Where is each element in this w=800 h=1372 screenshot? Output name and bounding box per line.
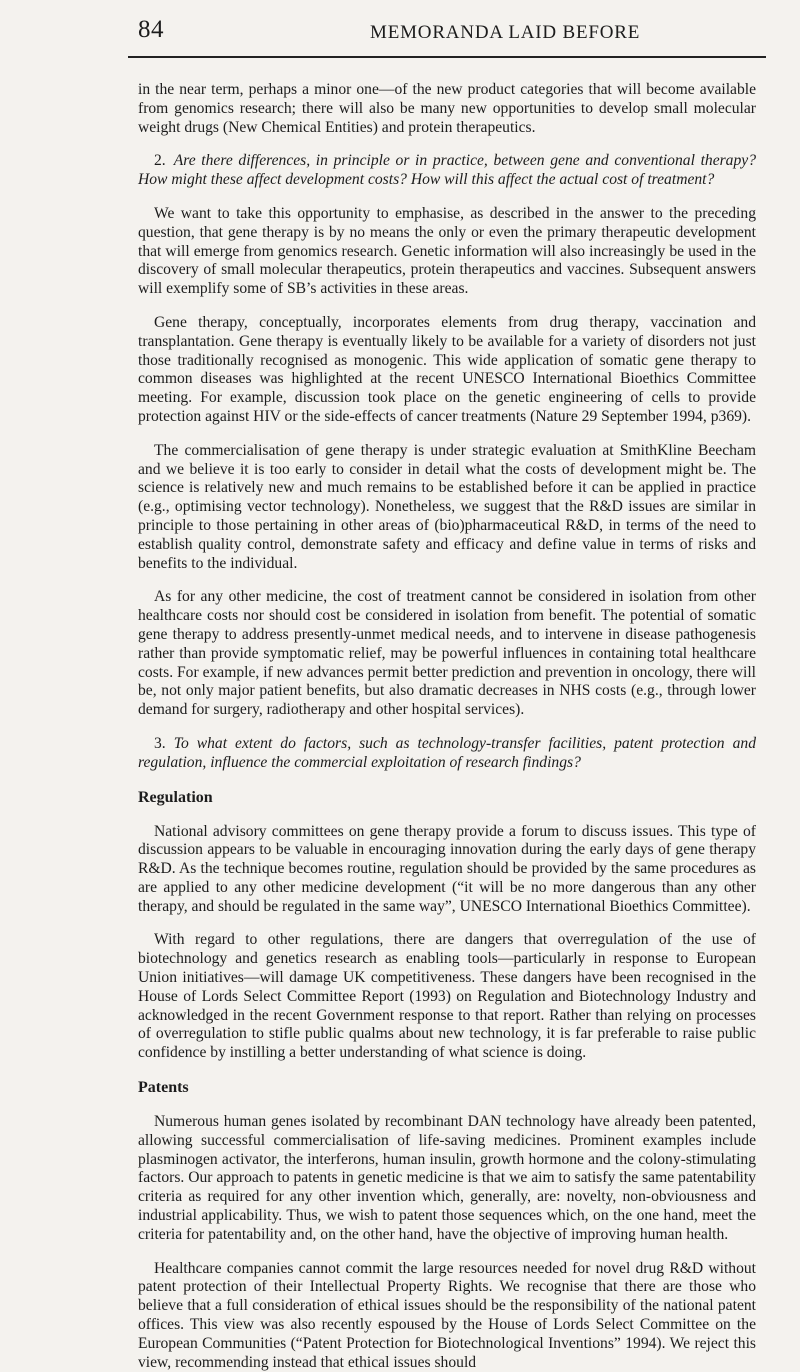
question-paragraph xyxy=(138,735,756,773)
question-number: 2. xyxy=(154,152,166,170)
running-title: MEMORANDA LAID BEFORE xyxy=(370,22,641,43)
body-paragraph: Numerous human genes isolated by recombinant DAN technology have already been patented, allowing successful commercialisation of life-saving medicines. Prominent examples include plasminogen activator, the interferons, human insulin, growth hormone and the colony-stimulating factors. Our approach to patents in genetic medicine is that we aim to satisfy the same patentability criteria as required for any other invention which, generally, are: novelty, non-obviousness and industrial applicability. Thus, we wish to patent those sequences which, on the one hand, meet the criteria for patentability and, on the other hand, have the objective of improving human health. xyxy=(138,1113,756,1243)
header-rule xyxy=(128,56,766,58)
page-number: 84 xyxy=(138,16,164,43)
body-paragraph: With regard to other regulations, there are dangers that overregulation of the use of biotechnology and genetics research as enabling tools—particularly in response to European Union initiatives—will damage UK competitiveness. These dangers have been recognised in the House of Lords Select Committee Report (1993) on Regulation and Biotechnology Industry and acknowledged in the recent Government response to that report. Rather than relying on processes of overregulation to stifle public qualms about new technology, it is far preferable to raise public confidence by instilling a better understanding of what science is doing. xyxy=(138,931,756,1062)
question-number: 3. xyxy=(154,734,166,752)
body-paragraph: Gene therapy, conceptually, incorporates elements from drug therapy, vaccination and transplantation. Gene therapy is eventually likely to be available for a variety of disorders not just those traditionally recognised as monogenic. This wide application of somatic gene therapy to common diseases was highlighted at the recent UNESCO International Bioethics Committee meeting. For example, discussion took place on the genetic engineering of cells to provide protection against HIV or the side-effects of cancer treatments (Nature 29 September 1994, p369). xyxy=(138,313,756,425)
question-text: Are there differences, in principle or in practice, between gene and conventional therapy? How might these affect development costs? How will this affect the actual cost of treatment? xyxy=(138,152,756,189)
question-paragraph xyxy=(138,152,756,190)
section-heading: Regulation xyxy=(138,788,213,806)
document-body xyxy=(138,52,756,1372)
question-text: To what extent do factors, such as technology-transfer facilities, patent protection and regulation, influence the commercial exploitation of research findings? xyxy=(138,734,756,771)
body-paragraph: in the near term, perhaps a minor one—of the new product categories that will become available from genomics research; there will also be many new opportunities to develop small molecular weight drugs (New Chemical Entities) and protein therapeutics. xyxy=(138,81,756,136)
body-paragraph: Healthcare companies cannot commit the large resources needed for novel drug R&D without patent protection of their Intellectual Property Rights. We recognise that there are those who believe that a full consideration of ethical issues should be the responsibility of the national patent offices. This view was also recently espoused by the House of Lords Select Committee on the European Communities (“Patent Protection for Biotechnological Inventions” 1994). We reject this view, recommending instead that ethical issues should xyxy=(138,1259,756,1371)
section-heading: Patents xyxy=(138,1079,189,1097)
body-paragraph: National advisory committees on gene therapy provide a forum to discuss issues. This type of discussion appears to be valuable in encouraging innovation during the early days of gene therapy R&D. As the technique becomes routine, regulation should be provided by the same procedures as are applied to any other medicine development (“it will be no more dangerous than any other therapy, and should be regulated in the same way”, UNESCO International Bioethics Committee). xyxy=(138,822,756,915)
page-header xyxy=(138,0,756,52)
body-paragraph: We want to take this opportunity to emphasise, as described in the answer to the preceding question, that gene therapy is by no means the only or even the primary therapeutic development that will emerge from genomics research. Genetic information will also increasingly be used in the discovery of small molecular therapeutics, protein therapeutics and vaccines. Subsequent answers will exemplify some of SB’s activities in these areas. xyxy=(138,204,756,298)
body-paragraph: As for any other medicine, the cost of treatment cannot be considered in isolation from other healthcare costs nor should cost be considered in isolation from benefit. The potential of somatic gene therapy to address presently-unmet medical needs, and to intervene in disease pathogenesis rather than provide symptomatic relief, may be powerful influences in containing total healthcare costs. For example, if new advances permit better prediction and prevention in oncology, there will be, not only major patient benefits, but also dramatic decreases in NHS costs (e.g., through lower demand for surgery, radiotherapy and other hospital services). xyxy=(138,588,756,719)
body-paragraph: The commercialisation of gene therapy is under strategic evaluation at SmithKline Beecham and we believe it is too early to consider in detail what the costs of development might be. The science is relatively new and much remains to be established before it can be applied in practice (e.g., optimising vector technology). Nonetheless, we suggest that the R&D issues are similar in principle to those pertaining in other areas of (bio)pharmaceutical R&D, in terms of the need to establish quality control, demonstrate safety and efficacy and define value in terms of risks and benefits to the individual. xyxy=(138,441,756,572)
